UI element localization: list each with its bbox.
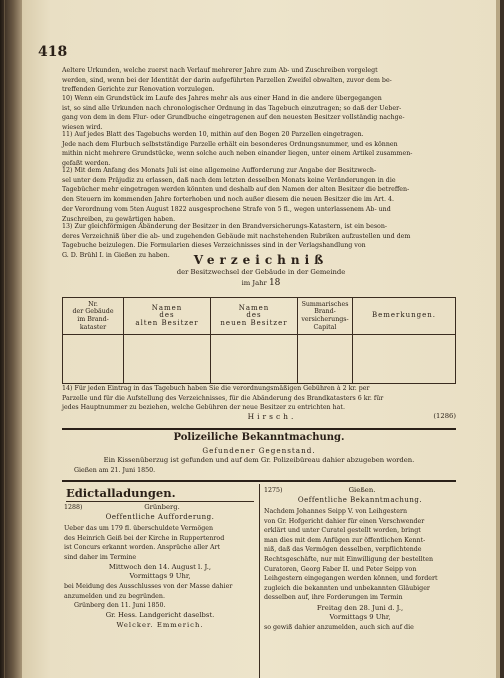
notice-body-right-2: so gewiß dahier anzumelden, auch sich auf die <box>264 624 414 631</box>
court-name: Gr. Hess. Landgericht daselbst. <box>105 611 215 619</box>
paragraph-12: 12) Mit dem Anfang des Monats Juli ist eine allgemeine Aufforderung zur Angabe der Besitzwech- sel unter dem Präjudiz zu erlassen, daß nach dem letzten desselben Monats keine Veränderungen in die Tagebücher mehr eingetragen werden könnten und deshalb auf den Namen der alten Besitzer die betreffen- den Steuern im kommenden Jahre forterhoben und noch außer diesem die neuen Besitzer die im Art. 4. der Verordnung vom 5ten August 1822 ausgesprochene Strafe von 5 fl., wegen unterlassenem Ab- und Zuschreiben, zu gewärtigen haben. <box>62 167 410 223</box>
notice-number-1275: 1275) <box>264 487 283 494</box>
notice-body-right: Nachdem Johannes Seipp V. von Leihgestern von Gr. Hofgericht dahier für einen Verschwender erklärt und unter Curatel gestellt worden, bringt man dies mit dem Anfügen zur öffentlichen Kennt- niß, daß das Vermögen desselben, verpflichtende Rechtsgeschäfte, nur mit Einwilligung der bestellten Curatoren, Georg Faber II. und Peter Seipp von Leihgestern eingegangen werden können, und fordert zugleich die bekannten und unbekannten Gläubiger desselben auf, ihre Forderungen im Termin <box>264 508 438 602</box>
reference-1286: (1286) <box>433 412 456 420</box>
heading-rule <box>66 501 254 502</box>
place-gruenberg: Grünberg. <box>144 503 180 511</box>
header-old-owner: Namen des alten Besitzer <box>124 298 211 335</box>
police-heading: Polizeiliche Bekanntmachung. <box>173 432 345 443</box>
termin-date-right: Freitag den 28. Juni d. J., <box>316 604 404 612</box>
place-giessen: Gießen. <box>348 486 376 494</box>
cell-empty <box>124 335 211 384</box>
cell-empty <box>63 335 124 384</box>
notice-body-left: Ueber das um 179 fl. überschuldete Vermögen des Heinrich Geiß bei der Kirche in Ruppertenrod ist Concurs erkannt worden. Ansprüche aller Art sind daher im Termine <box>64 525 225 561</box>
document-page <box>22 0 500 678</box>
form-title: Verzeichniß <box>193 253 329 267</box>
header-capital: Summarisches Brand- versicherungs- Capital <box>298 298 353 335</box>
notice-body-left-2: bei Meidung des Ausschlusses von der Masse dahier anzumelden und zu begründen. <box>64 583 233 600</box>
termin-time-right: Vormittags 9 Uhr, <box>329 613 391 621</box>
police-text: Ein Kissenüberzug ist gefunden und auf dem Gr. Polizeibüreau dahier abzugeben worden. <box>103 456 415 464</box>
paragraph-intro: Aeltere Urkunden, welche zuerst nach Verlauf mehrerer Jahre zum Ab- und Zuschreiben vorgelegt werden, sind, wenn bei der Identität der darin aufgeführten Parzellen Zweifel obwalten, zuvor dem be- treffenden Gerichte zur Renovation vorzulegen. <box>62 67 392 94</box>
signature: Hirsch. <box>247 412 297 421</box>
page-number: 418 <box>38 44 68 60</box>
court-signatures: Welcker. Emmerich. <box>116 621 204 629</box>
paragraph-13: 13) Zur gleichförmigen Abänderung der Besitzer in den Brandversicherungs-Katastern, ist ein beson- deres Verzeichniß über die ab- und zugehenden Gebäude mit nachstehenden Rubriken aufzustellen und dem Tagebuche beizulegen. Die Formularien dieses Verzeichnisses sind in der Verlagshandlung von G. D. Brühl I. in Gießen zu haben. <box>62 223 411 260</box>
police-subheading: Gefundener Gegenstand. <box>202 446 316 455</box>
section-divider <box>62 428 456 430</box>
form-subtitle-year: im Jahr 18 <box>241 278 281 288</box>
cell-empty <box>211 335 298 384</box>
header-nr: Nr. der Gebäude im Brand- kataster <box>63 298 124 335</box>
cell-empty <box>298 335 353 384</box>
termin-time-left: Vormittags 9 Uhr, <box>129 572 191 580</box>
notice-title-left: Oeffentliche Aufforderung. <box>105 513 215 521</box>
form-subtitle: der Besitzwechsel der Gebäude in der Gemeinde <box>176 268 346 276</box>
header-remarks: Bemerkungen. <box>353 298 456 335</box>
termin-date-left: Mittwoch den 14. August l. J., <box>108 563 212 571</box>
paragraph-14: 14) Für jeden Eintrag in das Tagebuch haben Sie die verordnungsmäßigen Gebühren à 2 kr. per Parzelle und für die Aufstellung des Verzeichnisses, für die Abänderung des Brandkatasters 6 kr. für jedes Hauptnummer zu beziehen, welche Gebühren der neue Besitzer zu entrichten hat. <box>62 385 384 412</box>
book-binding <box>0 0 22 678</box>
notice-date-left: Grünberg den 11. Juni 1850. <box>74 602 166 609</box>
section-divider <box>62 480 456 482</box>
cell-empty <box>353 335 456 384</box>
page-edge <box>496 0 500 678</box>
paragraph-10: 10) Wenn ein Grundstück im Laufe des Jahres mehr als aus einer Hand in die andere übergegangen ist, so sind alle Urkunden nach chronologischer Ordnung in das Tagebuch einzutragen; so daß der Ueber- gang von dem in dem Flur- oder Grundbuche eingetragenen auf den neuesten Besitzer vollständig nachge- wiesen wird. <box>62 95 405 132</box>
register-table <box>62 297 456 384</box>
header-new-owner: Namen des neuen Besitzer <box>211 298 298 335</box>
column-divider <box>259 484 260 678</box>
paragraph-11: 11) Auf jedes Blatt des Tagebuchs werden 10, mithin auf den Bogen 20 Parzellen eingetragen. Jede nach dem Flurbuch selbstständige Parzelle erhält ein besonderes Ordnungsnummer, und es können mithin nicht mehrere Grundstücke, wenn solche auch neben einander liegen, unter einem Artikel zusammen- gefaßt werden. <box>62 131 413 168</box>
notice-number-1288: 1288) <box>64 504 83 511</box>
edictal-heading: Edictalladungen. <box>66 486 176 500</box>
notice-title-right: Oeffentliche Bekanntmachung. <box>297 496 423 504</box>
police-dateline: Gießen am 21. Juni 1850. <box>74 467 156 474</box>
